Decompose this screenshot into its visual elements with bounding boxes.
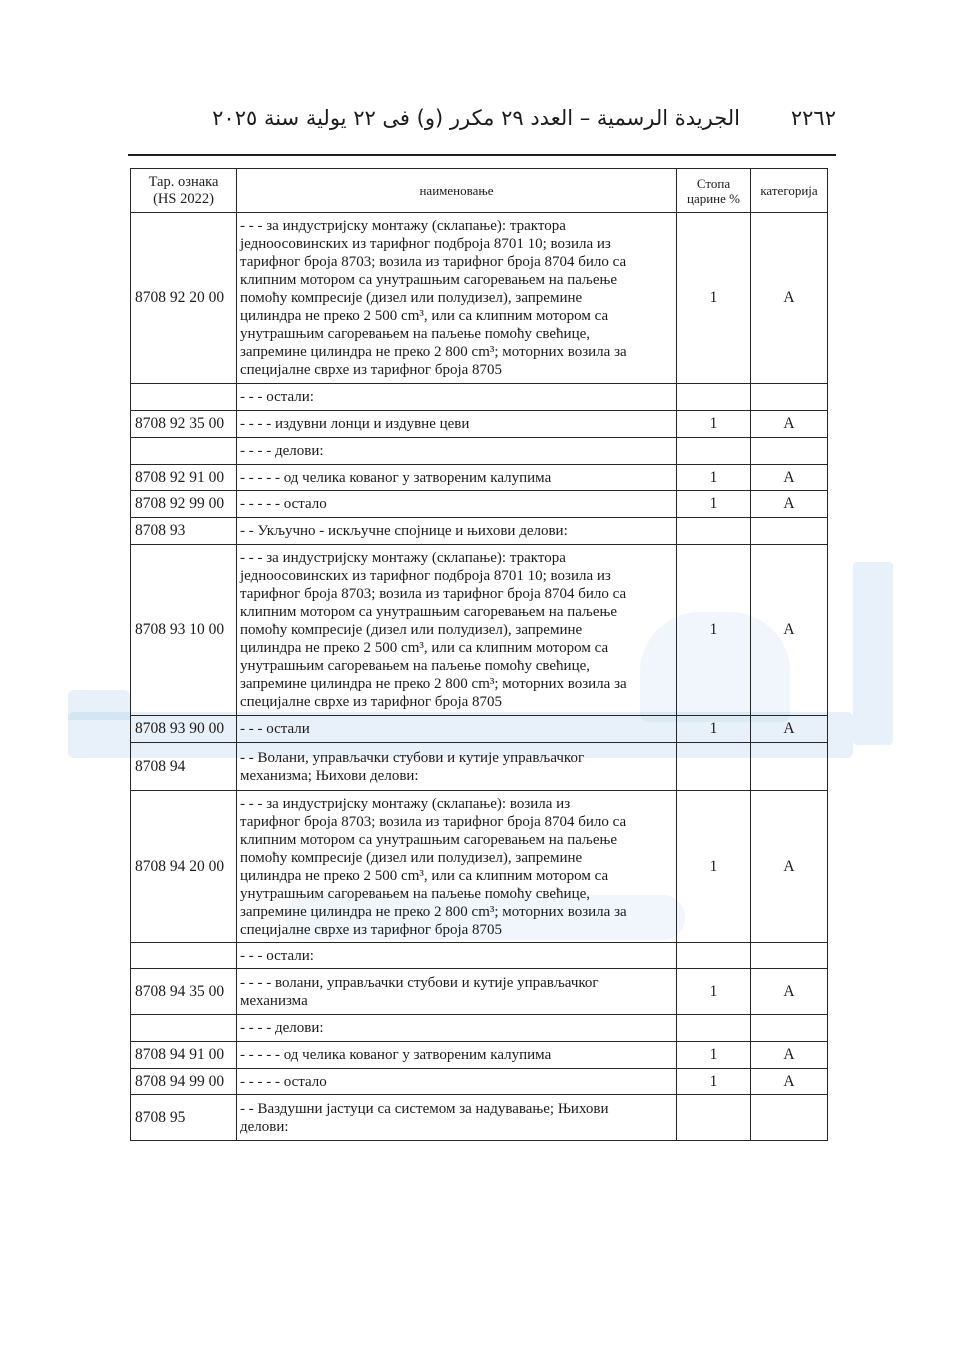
table-row (131, 411, 828, 438)
category-cell (751, 384, 828, 411)
gazette-title: الجريدة الرسمية – العدد ٢٩ مكرر (و) فى ٢٢ يولية سنة ٢٠٢٥ (212, 106, 740, 130)
duty-rate-cell (677, 518, 751, 545)
table-row (131, 213, 828, 384)
tariff-code-cell: 8708 95 (131, 1095, 237, 1141)
table-row (131, 969, 828, 1015)
category-cell (751, 1015, 828, 1042)
category-cell: A (751, 716, 828, 743)
column-header-code: Тар. ознака (HS 2022) (131, 169, 237, 213)
watermark-shape (68, 690, 130, 720)
description-cell: - - - - волани, управљачки стубови и кутије управљачког механизма (237, 969, 677, 1015)
watermark-shape (853, 562, 893, 745)
duty-rate-cell: 1 (677, 1042, 751, 1069)
duty-rate-cell: 1 (677, 491, 751, 518)
description-cell: - - - - издувни лонци и издувне цеви (237, 411, 677, 438)
description-cell: - - Волани, управљачки стубови и кутије управљачког механизма; Њихови делови: (237, 743, 677, 791)
column-header-category: категорија (751, 169, 828, 213)
duty-rate-cell (677, 438, 751, 465)
tariff-code-cell: 8708 94 91 00 (131, 1042, 237, 1069)
tariff-code-cell: 8708 92 99 00 (131, 491, 237, 518)
tariff-table (130, 168, 828, 1141)
category-cell: A (751, 969, 828, 1015)
table-row (131, 743, 828, 791)
duty-rate-cell: 1 (677, 465, 751, 491)
table-header (131, 169, 828, 213)
duty-rate-cell (677, 1095, 751, 1141)
category-cell (751, 518, 828, 545)
category-cell (751, 943, 828, 969)
table-row (131, 491, 828, 518)
category-cell: A (751, 791, 828, 943)
duty-rate-cell (677, 743, 751, 791)
description-cell: - - - остали (237, 716, 677, 743)
category-cell: A (751, 411, 828, 438)
column-header-rate: Стопа царине % (677, 169, 751, 213)
category-cell: A (751, 491, 828, 518)
tariff-code-cell: 8708 92 91 00 (131, 465, 237, 491)
duty-rate-cell: 1 (677, 1069, 751, 1095)
duty-rate-cell: 1 (677, 545, 751, 716)
category-cell: A (751, 465, 828, 491)
duty-rate-cell: 1 (677, 969, 751, 1015)
table-row (131, 1069, 828, 1095)
category-cell (751, 438, 828, 465)
duty-rate-cell (677, 1015, 751, 1042)
table-row (131, 518, 828, 545)
tariff-code-cell: 8708 93 (131, 518, 237, 545)
description-cell: - - - - делови: (237, 438, 677, 465)
category-cell (751, 1095, 828, 1141)
table-row (131, 545, 828, 716)
table-row (131, 716, 828, 743)
category-cell: A (751, 1042, 828, 1069)
table-row (131, 384, 828, 411)
duty-rate-cell: 1 (677, 411, 751, 438)
description-cell: - - - - - од челика кованог у затвореним калупима (237, 465, 677, 491)
tariff-code-cell: 8708 94 35 00 (131, 969, 237, 1015)
tariff-code-cell (131, 438, 237, 465)
description-cell: - - Укључно - искључне спојнице и њихови делови: (237, 518, 677, 545)
header-divider (128, 154, 836, 156)
category-cell: A (751, 213, 828, 384)
duty-rate-cell (677, 384, 751, 411)
tariff-code-cell (131, 943, 237, 969)
category-cell: A (751, 545, 828, 716)
description-cell: - - Ваздушни јастуци са системом за надувавање; Њихови делови: (237, 1095, 677, 1141)
table-row (131, 438, 828, 465)
category-cell (751, 743, 828, 791)
description-cell: - - - остали: (237, 384, 677, 411)
description-cell: - - - за индустријску монтажу (склапање): трактора једноосовинских из тарифног подброја 8701 10; возила из тарифног броја 8703; возила из тарифног броја 8704 било са клипним мотором са унутрашњим сагоревањем на паљење помоћу компресије (дизел или полудизел), запремине цилиндра не преко 2 500 cm³, или са клипним мотором са унутрашњим сагоревањем на паљење помоћу свећице, запремине цилиндра не преко 2 800 cm³; моторних возила за специјалне сврхе из тарифног броја 8705 (237, 545, 677, 716)
tariff-code-cell: 8708 94 99 00 (131, 1069, 237, 1095)
tariff-code-cell: 8708 94 (131, 743, 237, 791)
tariff-code-cell: 8708 92 20 00 (131, 213, 237, 384)
duty-rate-cell: 1 (677, 213, 751, 384)
description-cell: - - - за индустријску монтажу (склапање): трактора једноосовинских из тарифног подброја 8701 10; возила из тарифног броја 8703; возила из тарифног броја 8704 било са клипним мотором са унутрашњим сагоревањем на паљење помоћу компресије (дизел или полудизел), запремине цилиндра не преко 2 500 cm³, или са клипним мотором са унутрашњим сагоревањем на паљење помоћу свећице, запремине цилиндра не преко 2 800 cm³; моторних возила за специјалне сврхе из тарифног броја 8705 (237, 213, 677, 384)
table-row (131, 1015, 828, 1042)
table-row (131, 943, 828, 969)
description-cell: - - - за индустријску монтажу (склапање): возила из тарифног броја 8703; возила из тарифног броја 8704 било са клипним мотором са унутрашњим сагоревањем на паљење помоћу компресије (дизел или полудизел), запремине цилиндра не преко 2 500 cm³, или са клипним мотором са унутрашњим сагоревањем на паљење помоћу свећице, запремине цилиндра не преко 2 800 cm³; моторних возила за специјалне сврхе из тарифног броја 8705 (237, 791, 677, 943)
table-row (131, 1095, 828, 1141)
description-cell: - - - - - остало (237, 1069, 677, 1095)
duty-rate-cell: 1 (677, 716, 751, 743)
description-cell: - - - - - од челика кованог у затвореним калупима (237, 1042, 677, 1069)
description-cell: - - - остали: (237, 943, 677, 969)
tariff-code-cell: 8708 94 20 00 (131, 791, 237, 943)
description-cell: - - - - - остало (237, 491, 677, 518)
category-cell: A (751, 1069, 828, 1095)
duty-rate-cell (677, 943, 751, 969)
table-row (131, 791, 828, 943)
table-row (131, 1042, 828, 1069)
page-number: ٢٢٦٢ (790, 106, 836, 130)
tariff-code-cell: 8708 93 10 00 (131, 545, 237, 716)
tariff-code-cell (131, 1015, 237, 1042)
duty-rate-cell: 1 (677, 791, 751, 943)
tariff-code-cell (131, 384, 237, 411)
tariff-code-cell: 8708 92 35 00 (131, 411, 237, 438)
column-header-name: наименовање (237, 169, 677, 213)
table-row (131, 465, 828, 491)
tariff-code-cell: 8708 93 90 00 (131, 716, 237, 743)
description-cell: - - - - делови: (237, 1015, 677, 1042)
